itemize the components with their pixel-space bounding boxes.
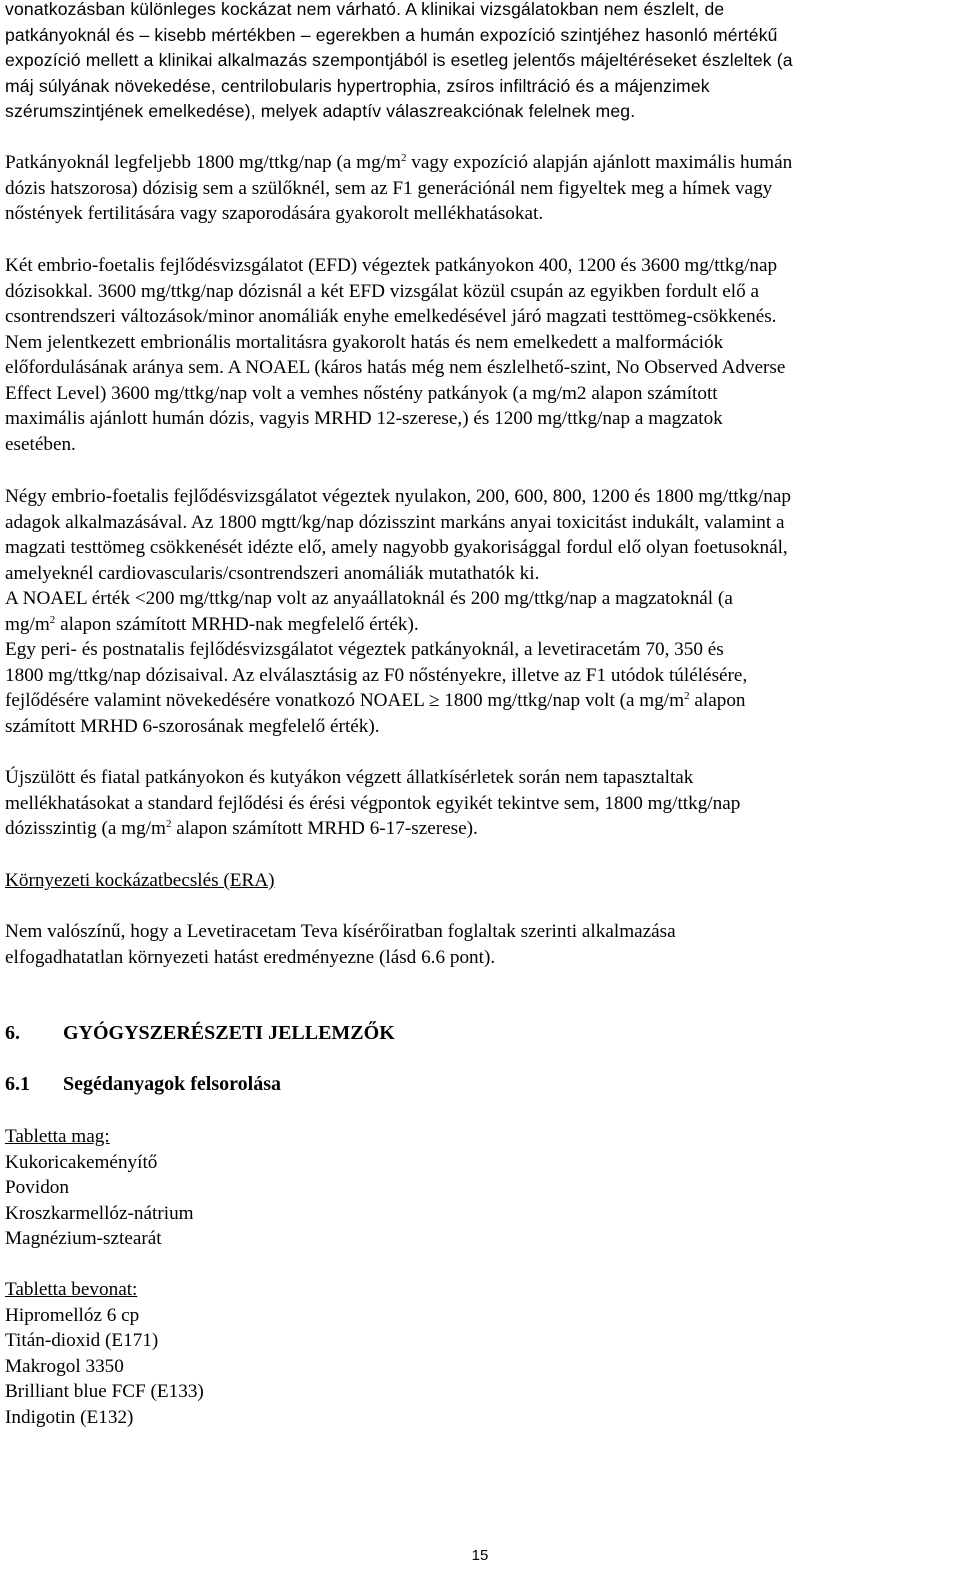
- text-line: [5, 612, 954, 638]
- section-number: 6.1: [5, 1073, 30, 1095]
- text-line: [5, 688, 954, 714]
- text-segment: mg/m: [5, 613, 50, 635]
- section-6-1-heading: [5, 1072, 281, 1097]
- paragraph-juvenile: [5, 765, 954, 842]
- superscript: 2: [165, 818, 172, 830]
- section-title: GYÓGYSZERÉSZETI JELLEMZŐK: [63, 1022, 395, 1044]
- text-line: Egy peri- és postnatalis fejlődésvizsgálatot végeztek patkányoknál, a levetiracetám 70, 350 és: [5, 639, 724, 660]
- text-segment: alapon számított MRHD-nak megfelelő érték).: [55, 613, 419, 635]
- list-item: Povidon: [5, 1177, 69, 1198]
- text-line: magzati testtömeg csökkenését idézte elő, amely nagyobb gyakorisággal fordul elő olyan foetusoknál,: [5, 537, 788, 558]
- text-line: dózisokkal. 3600 mg/ttkg/nap dózisnál a két EFD vizsgálat közül csupán az egyikben fordult elő a: [5, 280, 759, 302]
- text-line: Nem valószínű, hogy a Levetiracetam Teva kísérőiratban foglaltak szerinti alkalmazása: [5, 921, 676, 942]
- list-item: Kroszkarmellóz-nátrium: [5, 1202, 194, 1224]
- text-line: expozíció mellett a klinikai alkalmazás szempontjából is esetleg jelentős májeltéréseket észleltek (a: [5, 50, 793, 70]
- paragraph-fertility: [5, 150, 954, 227]
- text-line: csontrendszeri változások/minor anomáliák enyhe emelkedésével járó magzati testtömeg-csökkenés.: [5, 306, 777, 327]
- text-line: [5, 816, 954, 842]
- text-line: vonatkozásban különleges kockázat nem várható. A klinikai vizsgálatokban nem észlelt, de: [5, 0, 725, 19]
- paragraph-efd-rats: [5, 253, 954, 457]
- text-line: dózis hatszorosa) dózisig sem a szülőknél, sem az F1 generációnál nem figyeltek meg a hímek vagy: [5, 177, 773, 199]
- list-item: Hipromellóz 6 cp: [5, 1304, 140, 1326]
- text-segment: alapon számított MRHD 6-17-szerese).: [171, 818, 478, 839]
- text-line: előfordulásának aránya sem. A NOAEL (káros hatás még nem észlelhető-szint, No Observed Adverse: [5, 357, 786, 378]
- text-segment: Patkányoknál legfeljebb 1800 mg/ttkg/nap (a mg/m: [5, 152, 401, 173]
- list-heading: Tabletta bevonat:: [5, 1279, 138, 1300]
- text-line: amelyeknél cardiovascularis/csontrendszeri anomáliák mutathatók ki.: [5, 562, 540, 584]
- text-line: esetében.: [5, 433, 76, 455]
- list-item: Magnézium-sztearát: [5, 1228, 162, 1249]
- era-heading-text: Környezeti kockázatbecslés (ERA): [5, 870, 275, 891]
- text-line: számított MRHD 6-szorosának megfelelő érték).: [5, 715, 380, 737]
- text-line: A NOAEL érték <200 mg/ttkg/nap volt az anyaállatoknál és 200 mg/ttkg/nap a magzatoknál (a: [5, 588, 733, 609]
- text-segment: fejlődésére valamint növekedésére vonatkozó NOAEL ≥ 1800 mg/ttkg/nap volt (a mg/m: [5, 690, 685, 711]
- page-number: 15: [471, 1547, 489, 1564]
- text-line: patkányoknál és – kisebb mértékben – egerekben a humán expozíció szintjéhez hasonló mértékű: [5, 24, 778, 45]
- superscript: 2: [49, 613, 56, 626]
- tablet-core-list: [5, 1124, 194, 1252]
- list-item: Brilliant blue FCF (E133): [5, 1381, 204, 1402]
- era-heading: [5, 868, 954, 894]
- text-line: [5, 150, 954, 176]
- list-item: Makrogol 3350: [5, 1355, 124, 1377]
- section-6-heading: [5, 1021, 395, 1046]
- text-line: mellékhatásokat a standard fejlődési és érési végpontok egyikét tekintve sem, 1800 mg/ttkg/nap: [5, 792, 741, 814]
- paragraph-environment: [5, 919, 954, 970]
- list-item: Indigotin (E132): [5, 1406, 134, 1428]
- text-line: maximális ajánlott humán dózis, vagyis MRHD 12-szerese,) és 1200 mg/ttkg/nap a magzatok: [5, 408, 723, 429]
- text-segment: alapon: [689, 690, 746, 711]
- text-line: 1800 mg/ttkg/nap dózisaival. Az elválasztásig az F0 nőstényekre, illetve az F1 utódok túlélésére,: [5, 664, 748, 686]
- superscript: 2: [684, 690, 690, 702]
- text-line: nőstények fertilitására vagy szaporodására gyakorolt mellékhatásokat.: [5, 203, 544, 224]
- text-line: Újszülött és fiatal patkányokon és kutyákon végzett állatkísérletek során nem tapasztaltak: [5, 767, 694, 788]
- text-line: adagok alkalmazásával. Az 1800 mgtt/kg/nap dózisszint markáns anyai toxicitást indukált, valamint a: [5, 511, 785, 533]
- text-line: Effect Level) 3600 mg/ttkg/nap volt a vemhes nőstény patkányok (a mg/m2 alapon számított: [5, 382, 718, 404]
- list-heading: Tabletta mag:: [5, 1126, 110, 1147]
- superscript: 2: [400, 152, 407, 164]
- tablet-coating-list: [5, 1277, 204, 1430]
- paragraph-liver-findings: [5, 0, 954, 125]
- text-line: máj súlyának növekedése, centrilobularis hypertrophia, zsíros infiltráció és a májenzimek: [5, 75, 710, 96]
- list-item: Titán-dioxid (E171): [5, 1330, 159, 1351]
- text-line: Négy embrio-foetalis fejlődésvizsgálatot végeztek nyulakon, 200, 600, 800, 1200 és 1800 mg/ttkg/nap: [5, 486, 791, 507]
- text-line: Két embrio-foetalis fejlődésvizsgálatot (EFD) végeztek patkányokon 400, 1200 és 3600 mg/ttkg/nap: [5, 255, 778, 276]
- section-title: Segédanyagok felsorolása: [63, 1073, 281, 1095]
- paragraph-efd-rabbits: [5, 484, 954, 739]
- text-line: szérumszintjének emelkedése), melyek adaptív válaszreakciónak felelnek meg.: [5, 101, 636, 121]
- text-line: elfogadhatatlan környezeti hatást eredményezne (lásd 6.6 pont).: [5, 946, 496, 968]
- text-segment: vagy expozíció alapján ajánlott maximális humán: [406, 152, 793, 173]
- text-segment: dózisszintig (a mg/m: [5, 818, 166, 839]
- section-number: 6.: [5, 1022, 20, 1044]
- list-item: Kukoricakeményítő: [5, 1151, 158, 1173]
- text-line: Nem jelentkezett embrionális mortalitásra gyakorolt hatás és nem emelkedett a malformációk: [5, 331, 724, 353]
